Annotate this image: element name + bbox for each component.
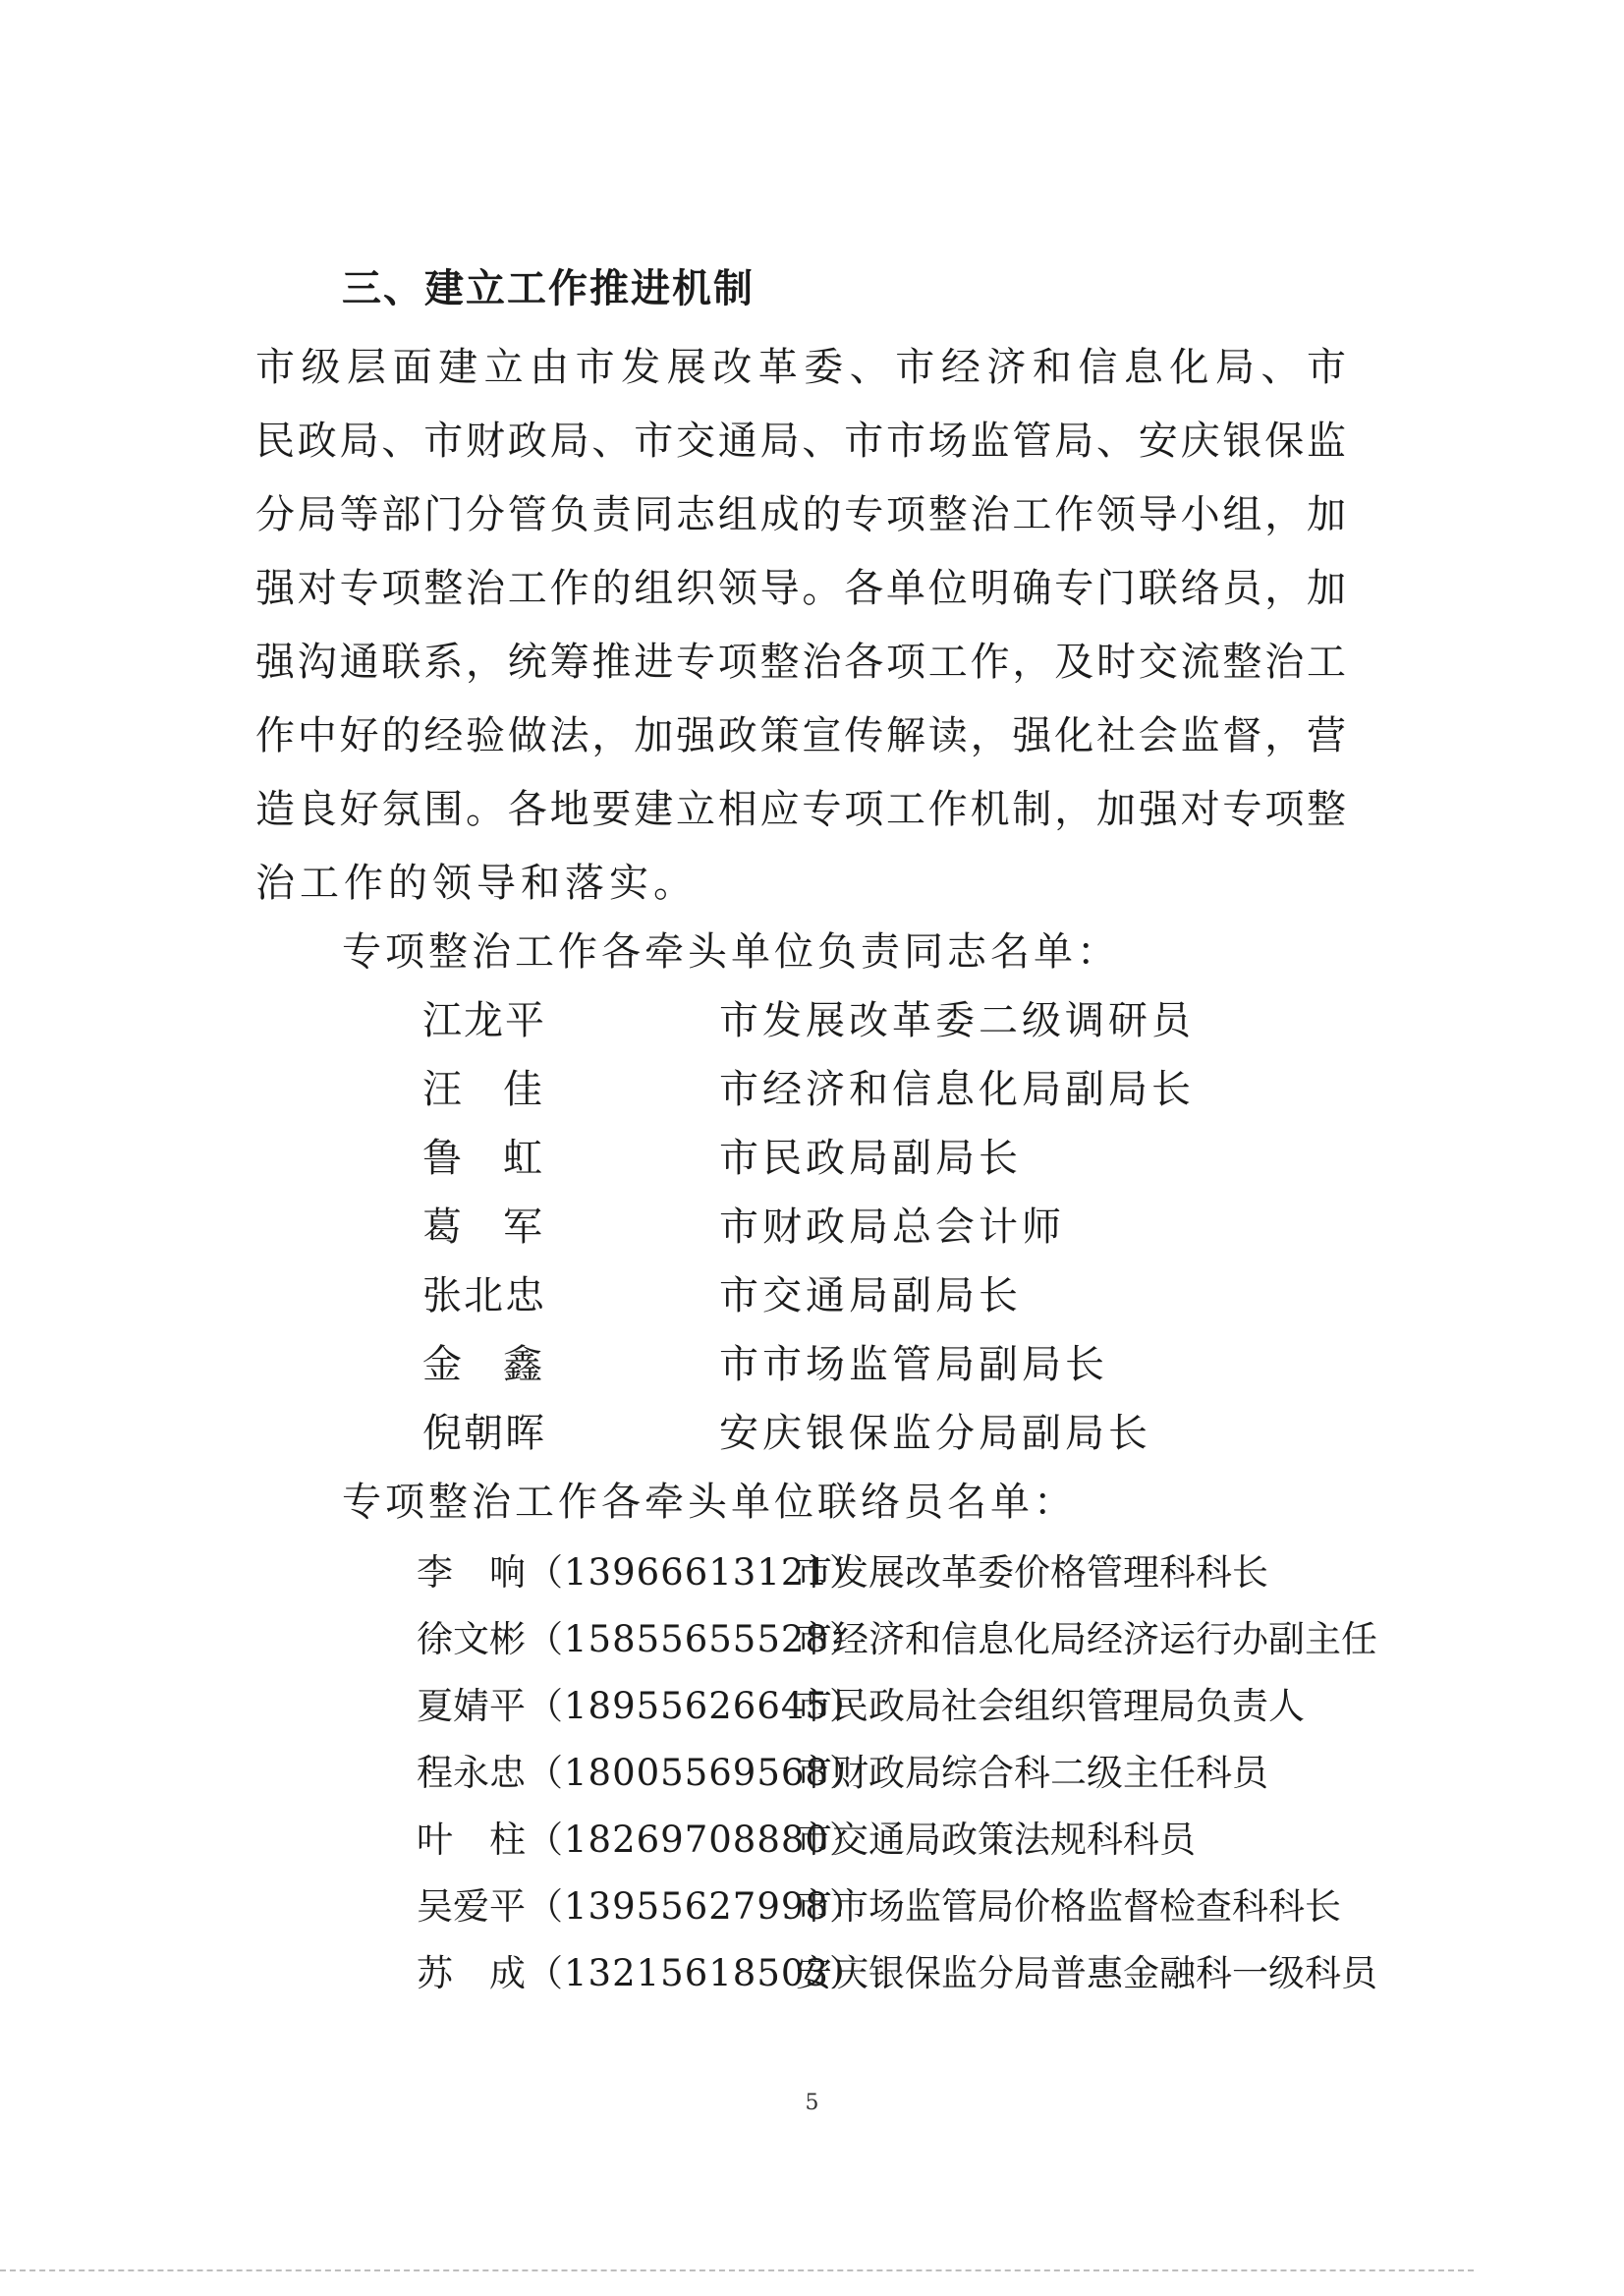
contact-role: 市经济和信息化局经济运行办副主任 xyxy=(796,1618,1377,1660)
leader-name: 倪朝晖 xyxy=(422,1411,546,1456)
leader-title: 市发展改革委二级调研员 xyxy=(719,998,1195,1043)
paragraph-line: 强沟通联系，统筹推进专项整治各项工作，及时交流整治工 xyxy=(255,640,1346,685)
scan-edge-divider xyxy=(0,2269,1474,2271)
contact-phone: （18955626645） xyxy=(527,1685,867,1727)
leader-name: 江龙平 xyxy=(422,998,546,1043)
paragraph-line: 造良好氛围。各地要建立相应专项工作机制，加强对专项整 xyxy=(255,787,1346,832)
paragraph-line: 作中好的经验做法，加强政策宣传解读，强化社会监督，营 xyxy=(255,713,1346,758)
leader-name: 金鑫 xyxy=(422,1342,584,1387)
leader-name: 汪佳 xyxy=(422,1067,584,1112)
leader-name: 葛军 xyxy=(422,1204,584,1250)
leader-title: 市经济和信息化局副局长 xyxy=(719,1067,1195,1112)
contact-phone: （13955627998） xyxy=(527,1885,867,1928)
paragraph-line: 强对专项整治工作的组织领导。各单位明确专门联络员，加 xyxy=(255,566,1346,611)
contact-role: 市财政局综合科二级主任科员 xyxy=(796,1752,1268,1794)
contact-phone: （13215618503） xyxy=(527,1952,867,1994)
leader-title: 市交通局副局长 xyxy=(719,1273,1022,1318)
section-heading: 三、建立工作推进机制 xyxy=(342,266,755,311)
leader-name: 鲁虹 xyxy=(422,1136,584,1181)
contact-name: 程永忠 xyxy=(417,1752,526,1794)
contact-name: 徐文彬 xyxy=(417,1618,526,1660)
contact-name: 苏成 xyxy=(417,1952,562,1994)
leader-title: 市财政局总会计师 xyxy=(719,1204,1065,1250)
paragraph-line: 分局等部门分管负责同志组成的专项整治工作领导小组，加 xyxy=(255,492,1346,537)
contact-role: 安庆银保监分局普惠金融科一级科员 xyxy=(796,1952,1377,1994)
contact-name: 夏婧平 xyxy=(417,1685,526,1727)
leaders-list-title: 专项整治工作各牵头单位负责同志名单： xyxy=(342,929,1120,975)
leader-title: 市民政局副局长 xyxy=(719,1136,1022,1181)
contact-role: 市发展改革委价格管理科科长 xyxy=(796,1551,1268,1594)
contact-role: 市交通局政策法规科科员 xyxy=(796,1819,1196,1861)
page-number: 5 xyxy=(805,2091,819,2115)
leader-title: 市市场监管局副局长 xyxy=(719,1342,1108,1387)
contacts-list-title: 专项整治工作各牵头单位联络员名单： xyxy=(342,1480,1077,1525)
contact-role: 市民政局社会组织管理局负责人 xyxy=(796,1685,1305,1727)
contact-phone: （18269708880） xyxy=(527,1819,867,1861)
contact-role: 市市场监管局价格监督检查科科长 xyxy=(796,1885,1341,1928)
contact-phone: （18005569568） xyxy=(527,1752,867,1794)
contact-phone: （15855655528） xyxy=(527,1618,867,1660)
paragraph-line: 治工作的领导和落实。 xyxy=(255,861,698,906)
paragraph-line: 民政局、市财政局、市交通局、市市场监管局、安庆银保监 xyxy=(255,419,1346,464)
contact-name: 叶柱 xyxy=(417,1819,562,1861)
leader-title: 安庆银保监分局副局长 xyxy=(719,1411,1151,1456)
contact-phone: （13966613121） xyxy=(527,1551,867,1594)
leader-name: 张北忠 xyxy=(422,1273,546,1318)
contact-name: 李响 xyxy=(417,1551,562,1594)
contact-name: 吴爱平 xyxy=(417,1885,526,1928)
paragraph-line: 市级层面建立由市发展改革委、市经济和信息化局、市 xyxy=(255,345,1346,390)
